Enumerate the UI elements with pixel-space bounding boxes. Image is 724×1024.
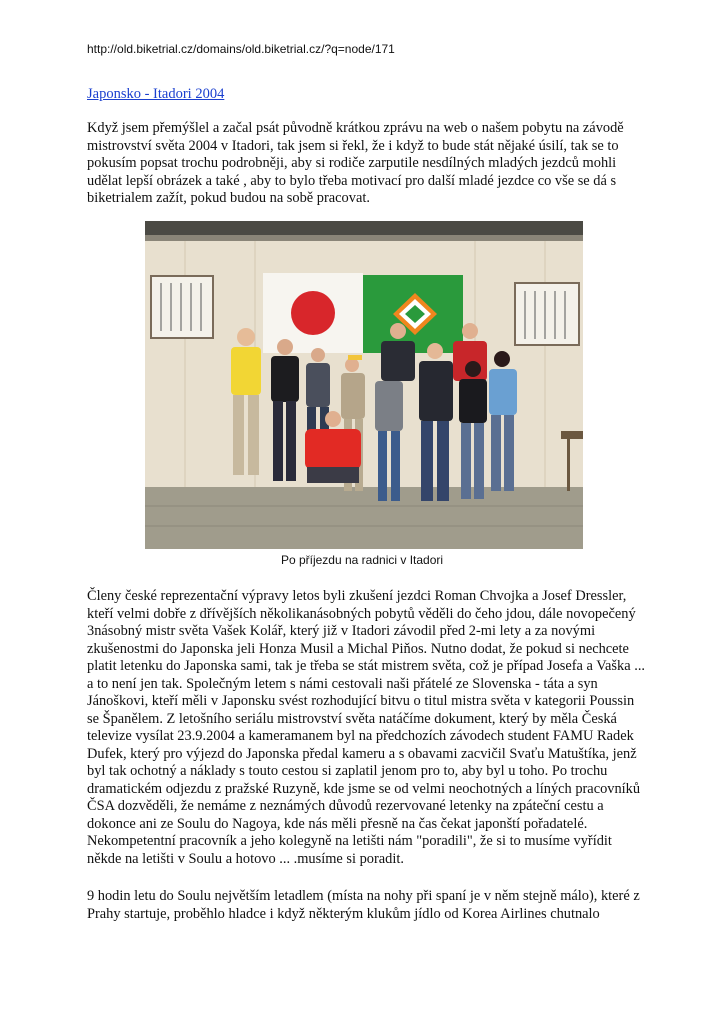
article-paragraph-2: Členy české reprezentační výpravy letos byli zkušení jezdci Roman Chvojka a Josef Dressler, kteří velmi dobře z dřívějších několikanásobných pobytů věděli do čeho jdou, dále novopečený 3násobný mistr světa Vašek Kolář, který již v Itadori závodil před 2-mi lety a za novými zkušenostmi do Japonska jeli Honza Musil a Michal Piňos. Nutno dodat, že pokud si nechcete platit letenku do Japonska sami, tak je třeba se stát mistrem světa, což je případ Josefa a Vaška ... a to není jen tak. Společným letem s námi cestovali naši přátelé ze Slovenska - táta a syn Jánoškovi, kteří měli v Japonsku svést rozhodující bitvu o titul mistra světa v kategorii Poussin se Španělem. Z letošního seriálu mistrovství světa natáčíme dokument, který by měla Česká televize vysílat 23.9.2004 a kameramanem byl na předchozích závodech student FAMU Radek Dufek, který pro výjezd do Japonska předal kameru a s obavami zacvičil Svaťu Matuštíka, jenž byl tak ochotný a náklady s touto cestou si zaplatil jenom pro to, aby byl u toho. Po trochu dramatickém odjezdu z pražské Ruzyně, kde jsme se od velmi neochotných a líných pracovníků ČSA dozvěděli, že nemáme z neznámých důvodů rezervované letenky na zpáteční cestu a dokonce ani ze Soulu do Nagoya, kde nás měli přesně na čas čekat japonští pořadatelé. Nekompetentní pracovník a jeho kolegyně na letišti nám "poradili", že si to musíme vyřídit někde na letišti v Soulu a hotovo ... .musíme si poradit. <box>87 588 646 867</box>
article-paragraph-3: 9 hodin letu do Soulu největším letadlem (místa na nohy při spaní je v něm stejně málo), které z Prahy startuje, proběhlo hladce i když některým klukům jídlo od Korea Airlines chutnalo <box>87 888 640 922</box>
group-photo <box>145 221 583 549</box>
photo-caption: Po příjezdu na radnici v Itadori <box>280 553 444 567</box>
article-title-link[interactable]: Japonsko - Itadori 2004 <box>87 86 225 102</box>
article-paragraph-1: Když jsem přemýšlel a začal psát původně krátkou zprávu na web o našem pobytu na závodě mistrovství světa 2004 v Itadori, tak jsem si řekl, že i když to bude stát nějaké úsilí, tak se to pokusím popsat trochu podrobněji, aby si rodiče zarputile nesdílných mladých jezdců mohli udělat lepší obrázek a také , aby to bylo třeba motivací pro další mladé jezdce co vše se dá s biketrialem zažít, pokud budou na sobě pracovat. <box>87 120 624 206</box>
page-url: http://old.biketrial.cz/domains/old.biketrial.cz/?q=node/171 <box>87 42 395 56</box>
